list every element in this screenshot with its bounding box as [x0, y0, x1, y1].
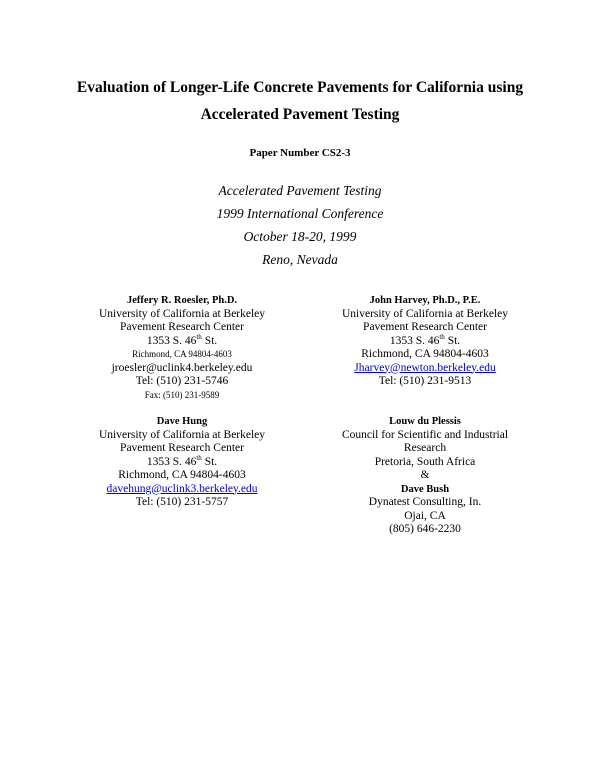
author-block-hung: [62, 415, 302, 510]
author-street: 1353 S. 46th St.: [389, 332, 461, 347]
author-org: University of California at Berkeley: [98, 428, 266, 441]
author-block-harvey: [305, 294, 545, 389]
author-name: Louw du Plessis: [389, 416, 461, 427]
author-name: Dave Hung: [156, 416, 208, 427]
conference-info: [0, 179, 600, 271]
author-city: Richmond, CA 94804-4603: [118, 469, 246, 481]
author-tel: Tel: (510) 231-5757: [135, 496, 229, 508]
author-street: 1353 S. 46th St.: [146, 332, 218, 347]
paper-number: Paper Number CS2-3: [249, 147, 351, 159]
title-line-1: Evaluation of Longer-Life Concrete Pavements for California using: [76, 79, 524, 96]
conference-dates: October 18-20, 1999: [243, 229, 357, 244]
author-dept: Pavement Research Center: [120, 442, 244, 454]
author-org-2: Dynatest Consulting, In.: [368, 496, 482, 508]
author-name-2: Dave Bush: [400, 483, 450, 495]
author-street: 1353 S. 46th St.: [146, 453, 218, 468]
author-block-roesler: [62, 294, 302, 402]
author-city: Richmond, CA 94804-4603: [132, 349, 232, 359]
author-org: University of California at Berkeley: [98, 307, 266, 320]
paper-title: [40, 74, 560, 128]
author-location: Pretoria, South Africa: [374, 455, 476, 468]
conference-location: Reno, Nevada: [262, 252, 338, 267]
author-dept: Pavement Research Center: [363, 321, 487, 333]
author-org-line-1: Council for Scientific and Industrial: [341, 428, 509, 441]
author-name: Jeffery R. Roesler, Ph.D.: [126, 295, 238, 306]
author-dept: Pavement Research Center: [120, 321, 244, 333]
author-city: Richmond, CA 94804-4603: [361, 348, 489, 360]
author-fax: Fax: (510) 231-9589: [144, 389, 220, 400]
conference-year: 1999 International Conference: [216, 206, 384, 221]
author-org: University of California at Berkeley: [341, 307, 509, 320]
author-block-plessis-bush: [305, 415, 545, 537]
author-name: John Harvey, Ph.D., P.E.: [369, 295, 481, 306]
title-line-2: Accelerated Pavement Testing: [200, 106, 400, 123]
conference-name: Accelerated Pavement Testing: [218, 183, 382, 198]
author-tel-2: (805) 646-2230: [389, 523, 461, 535]
author-org-line-2: Research: [403, 442, 447, 454]
author-tel: Tel: (510) 231-5746: [135, 375, 229, 387]
ampersand: &: [420, 469, 430, 481]
author-tel: Tel: (510) 231-9513: [378, 375, 472, 387]
author-location-2: Ojai, CA: [404, 509, 446, 522]
author-email: jroesler@uclink4.berkeley.edu: [111, 361, 253, 374]
author-email-link[interactable]: davehung@uclink3.berkeley.edu: [106, 482, 258, 495]
author-email-link[interactable]: Jharvey@newton.berkeley.edu: [354, 361, 496, 374]
